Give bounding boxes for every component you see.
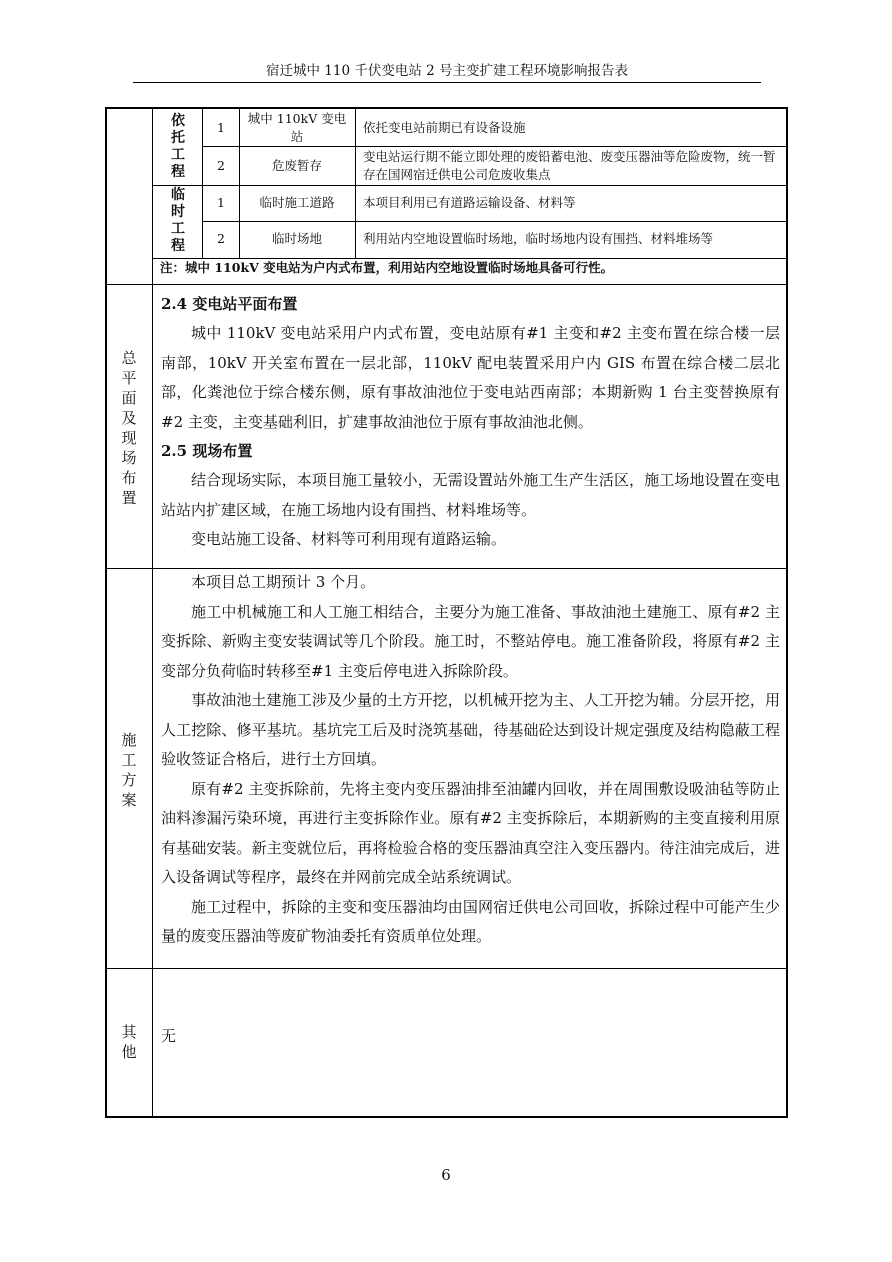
paragraph: 事故油池土建施工涉及少量的土方开挖，以机械开挖为主、人工开挖为辅。分层开挖，用人工挖除、修平基坑。基坑完工后及时浇筑基础，待基础砼达到设计规定强度及结构隐蔽工程验收签证合格后，进行土方回填。 (161, 691, 780, 768)
paragraph: 原有#2 主变拆除前，先将主变内变压器油排至油罐内回收，并在周围敷设吸油毡等防止油料渗漏污染环境，再进行主变拆除作业。原有#2 主变拆除后，本期新购的主变直接利用原有基础安装。新主变就位后，再将检验合格的变压器油真空注入变压器内。待注油完成后，进入设备调试等程序，最终在并网前完成全站系统调试。 (161, 779, 780, 886)
section-heading: 2.4 变电站平面布置 (161, 295, 298, 313)
section-label-other: 其他 (121, 1023, 137, 1061)
row-description: 依托变电站前期已有设备设施 (363, 120, 526, 135)
paragraph: 变电站施工设备、材料等可利用现有道路运输。 (191, 530, 507, 548)
paragraph: 施工中机械施工和人工施工相结合，主要分为施工准备、事故油池土建施工、原有#2 主变拆除、新购主变安装调试等几个阶段。施工时，不整站停电。施工准备阶段，将原有#2 主变部分负荷临时转移至#1 主变后停电进入拆除阶段。 (161, 602, 780, 680)
row-name: 危废暂存 (271, 158, 322, 173)
section-divider-layout (106, 284, 787, 285)
section-label-layout: 总平面及现场布置 (121, 349, 137, 507)
page-number: 6 (441, 1166, 451, 1184)
row-number: 1 (217, 120, 225, 135)
group-label-temp: 临时工程 (171, 187, 185, 254)
section-divider-other (106, 968, 787, 969)
row-name: 临时场地 (271, 231, 322, 246)
paragraph: 城中 110kV 变电站采用户内式布置，变电站原有#1 主变和#2 主变布置在综合楼一层南部，10kV 开关室布置在一层北部，110kV 配电装置采用户内 GIS 布置在综合楼二层北部，化粪池位于综合楼东侧，原有事故油池位于变电站西南部；本期新购 1 台主变替换原有#2 主变，主变基础利旧，扩建事故油池位于原有事故油池北侧。 (161, 324, 780, 431)
row-number: 2 (217, 231, 225, 246)
table-note: 注：城中 110kV 变电站为户内式布置，利用站内空地设置临时场地具备可行性。 (160, 260, 614, 275)
subtable-row-divider (202, 146, 787, 147)
section-heading: 2.5 现场布置 (161, 442, 253, 460)
subtable-row-divider (202, 221, 787, 222)
construction-section-content (161, 568, 780, 952)
row-name: 城中 110kV 变电站 (247, 111, 347, 144)
row-description: 本项目利用已有道路运输设备、材料等 (363, 195, 576, 210)
paragraph: 施工过程中，拆除的主变和变压器油均由国网宿迁供电公司回收，拆除过程中可能产生少量的废变压器油等废矿物油委托有资质单位处理。 (161, 897, 780, 945)
layout-section-content (161, 290, 780, 555)
subtable-col-divider-name (355, 108, 356, 258)
section-label-construction: 施工方案 (121, 731, 137, 809)
subtable-group-divider (153, 185, 787, 186)
header-rule (133, 82, 761, 83)
other-content: 无 (161, 1027, 177, 1045)
paragraph: 本项目总工期预计 3 个月。 (191, 573, 376, 591)
subtable-col-divider-no (239, 108, 240, 258)
row-number: 2 (217, 158, 225, 173)
page-header-title: 宿迁城中 110 千伏变电站 2 号主变扩建工程环境影响报告表 (265, 63, 629, 79)
row-number: 1 (217, 195, 225, 210)
group-label-support: 依托工程 (171, 113, 185, 180)
label-column-divider (152, 108, 153, 1117)
row-name: 临时施工道路 (259, 195, 335, 210)
paragraph: 结合现场实际，本项目施工量较小，无需设置站外施工生产生活区，施工场地设置在变电站站内扩建区域，在施工场地内设有围挡、材料堆场等。 (161, 471, 780, 519)
row-description: 利用站内空地设置临时场地，临时场地内设有围挡、材料堆场等 (363, 231, 714, 246)
row-description: 变电站运行期不能立即处理的废铅蓄电池、废变压器油等危险废物，统一暂存在国网宿迁供电公司危废收集点 (363, 149, 776, 182)
